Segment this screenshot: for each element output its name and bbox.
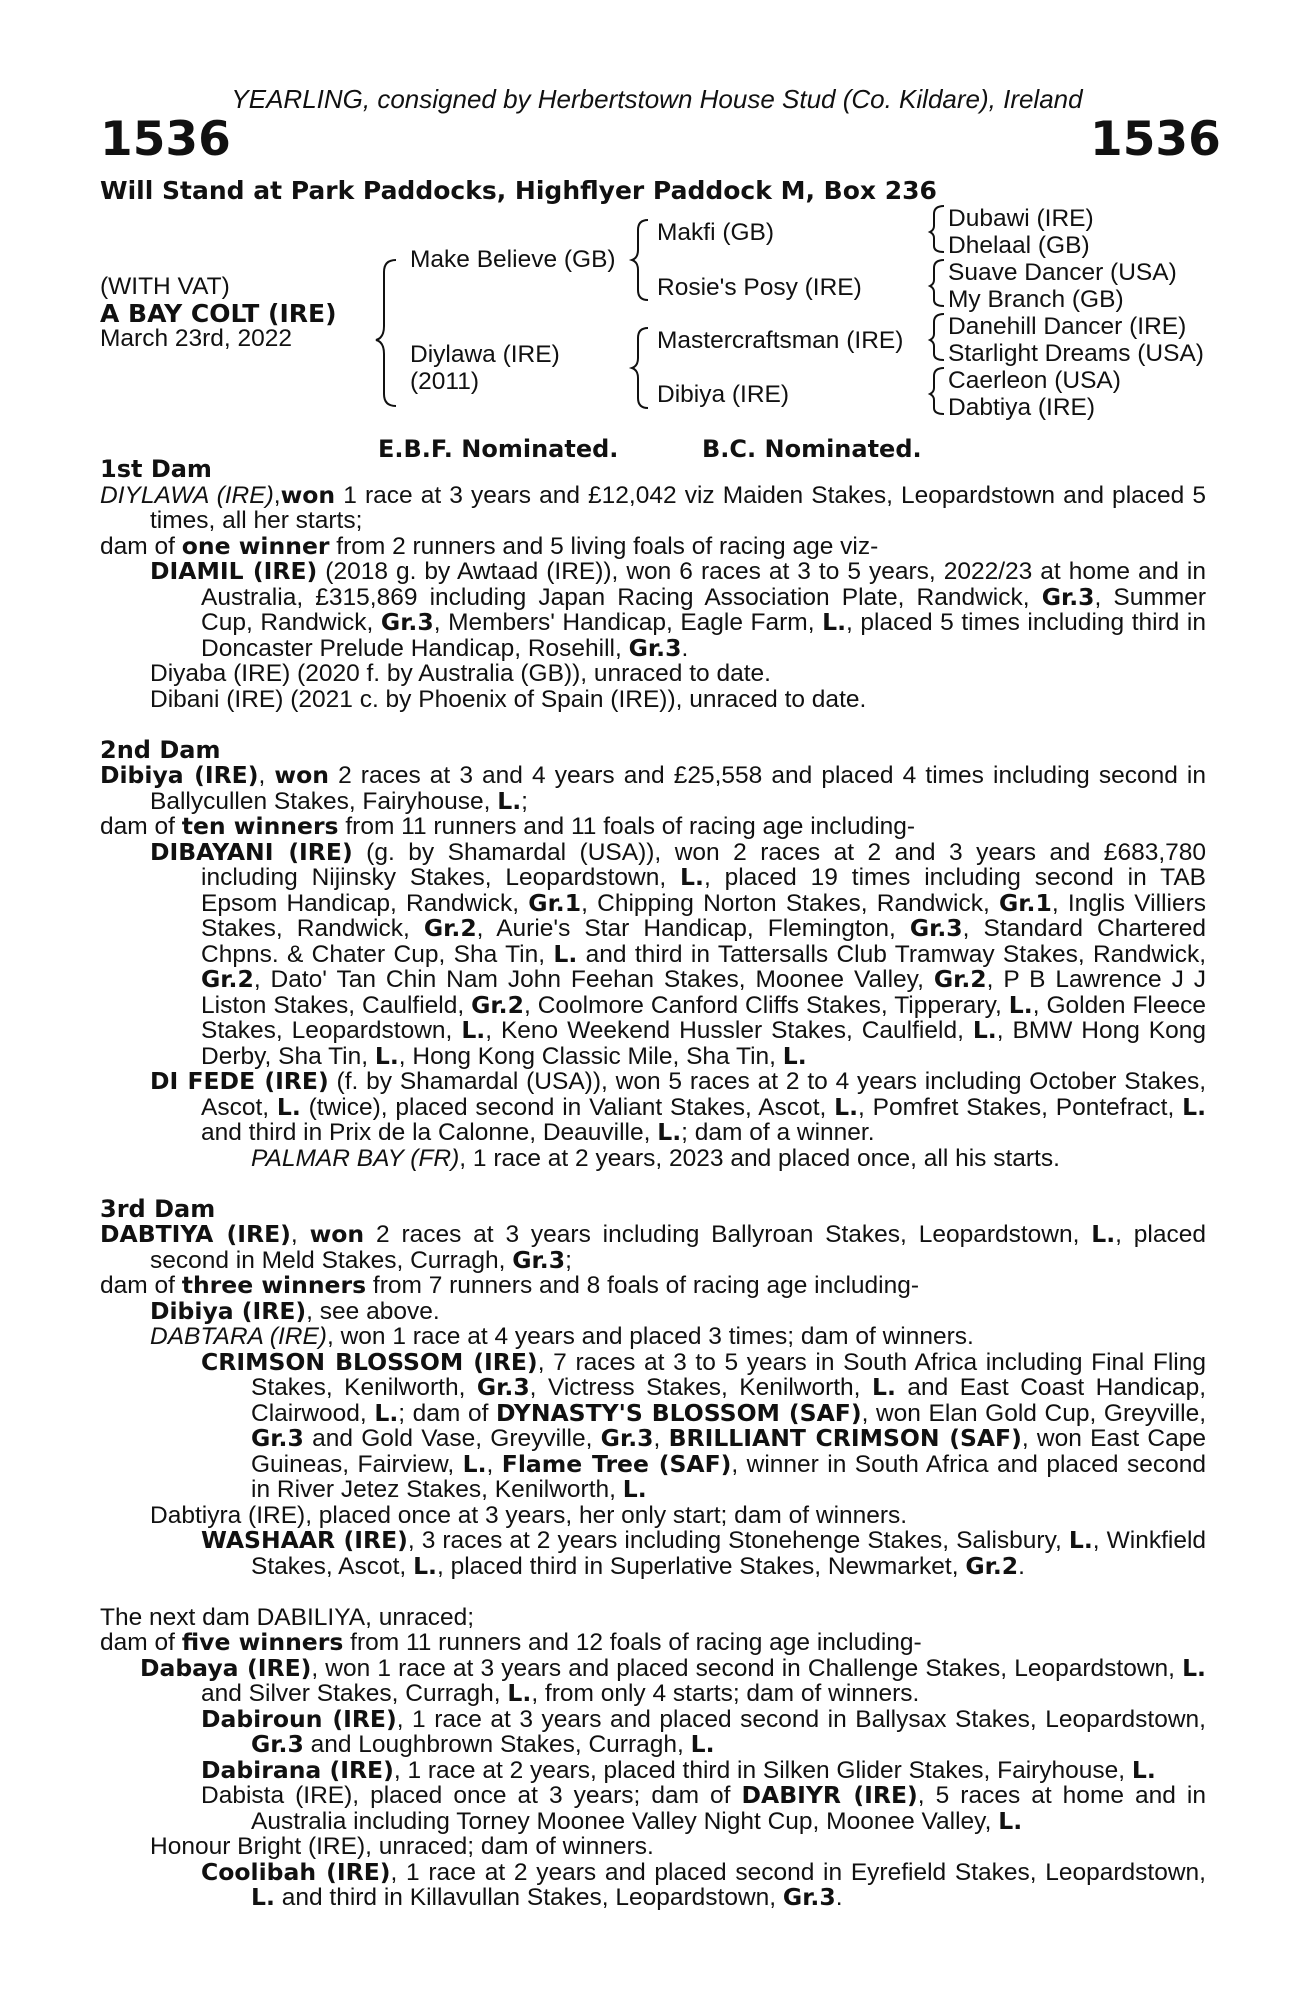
pedigree-sss: Dubawi (IRE) [948, 205, 1094, 232]
text-run: , Members' Handicap, Eagle Farm, [433, 609, 823, 636]
bold-text: L. [1008, 990, 1033, 1019]
text-run: dam of [100, 1272, 182, 1299]
italic-text: DIYLAWA (IRE) [100, 481, 274, 509]
text-run: from 11 runners and 12 foals of racing age including- [343, 1629, 922, 1656]
bold-text: L. [1091, 1220, 1116, 1248]
text-run: and third in Killavullan Stakes, Leopardstown, [274, 1884, 783, 1911]
entry-paragraph [100, 1605, 1206, 1631]
bold-text: one winner [181, 531, 330, 560]
text-run: 1 race at 3 years and £12,042 viz Maiden Stakes, Leopardstown and placed 5 times, all her starts; [150, 481, 1206, 534]
entry-paragraph [100, 1503, 1206, 1529]
pedigree-sire: Make Believe (GB) [410, 246, 616, 273]
lot-number-right: 1536 [1090, 112, 1221, 167]
text-run: ; dam of [398, 1399, 496, 1427]
text-run: and Silver Stakes, Curragh, [201, 1680, 508, 1707]
bold-text: L. [461, 1016, 486, 1044]
bold-text: L. [834, 1092, 859, 1121]
bold-text: Gr.2 [471, 990, 524, 1019]
text-run: . [835, 1884, 843, 1911]
text-run: , won 1 race at 4 years and placed 3 times; dam of winners. [326, 1323, 974, 1350]
bold-text: L. [998, 1806, 1023, 1835]
main-brace [376, 260, 396, 406]
pedigree-sdd: My Branch (GB) [948, 286, 1124, 313]
text-run: , won East Cape Guineas, Fairview, [251, 1425, 1206, 1478]
text-run: , [258, 762, 275, 789]
text-run: (f. by Shamardal (USA)), won 5 races at 2 to 4 years including October Stakes, Ascot, [201, 1068, 1206, 1121]
bold-text: five winners [181, 1628, 344, 1656]
italic-text: PALMAR BAY (FR) [251, 1144, 460, 1172]
entry-paragraph [100, 837, 1207, 1070]
entry-paragraph [100, 1069, 1206, 1146]
text-run: (g. by Shamardal (USA)), won 2 races at 2 and 3 years and £683,780 including Nijinsky Stakes, Leopardstown, [201, 838, 1206, 891]
pedigree-ssd: Dhelaal (GB) [948, 232, 1090, 259]
bold-text: CRIMSON BLOSSOM (IRE) [201, 1347, 538, 1376]
bold-text: Gr.2 [933, 965, 987, 993]
pedigree-dds: Caerleon (USA) [948, 367, 1121, 394]
bold-text: L. [622, 1475, 647, 1503]
bold-text: Flame Tree (SAF) [501, 1449, 732, 1478]
entry-paragraph [100, 1347, 1206, 1503]
text-run: and third in Prix de la Calonne, Deauville, [201, 1119, 658, 1146]
text-run: , BMW Hong Kong Derby, Sha Tin, [201, 1017, 1207, 1070]
bold-text: L. [657, 1118, 682, 1146]
text-run: Diyaba (IRE) (2020 f. by Australia (GB)), unraced to date. [150, 660, 771, 687]
bold-text: L. [507, 1679, 532, 1707]
text-run: . [681, 634, 689, 662]
bold-text: L. [690, 1730, 715, 1758]
text-run: , Chipping Norton Stakes, Randwick, [581, 889, 1000, 917]
text-run: , placed second in Meld Stakes, Curragh, [150, 1221, 1206, 1274]
text-run: dam of [100, 532, 182, 560]
text-run: , Victress Stakes, Kenilworth, [529, 1374, 872, 1401]
text-run: , Aurie's Star Handicap, Flemington, [476, 915, 910, 942]
pedigree-dam: Diylawa (IRE) [410, 341, 560, 368]
pedigree-sire-sire: Makfi (GB) [657, 219, 775, 246]
text-run: and Gold Vase, Greyville, [303, 1425, 601, 1452]
entry-paragraph [100, 1704, 1206, 1758]
bold-text: Gr.2 [423, 914, 477, 942]
entry-paragraph [100, 1783, 1206, 1834]
bold-text: DIAMIL (IRE) [150, 557, 318, 585]
text-run: 2 races at 3 years including Ballyroan Stakes, Leopardstown, [364, 1221, 1092, 1248]
bold-text: DABIYR (IRE) [741, 1781, 918, 1809]
bold-text: L. [680, 863, 704, 891]
text-run: Honour Bright (IRE), unraced; dam of winners. [150, 1833, 654, 1860]
text-run: , Coolmore Canford Cliffs Stakes, Tipperary, [523, 991, 1009, 1019]
pedigree-sire-dam: Rosie's Posy (IRE) [657, 274, 862, 301]
bold-text: Gr.3 [782, 1883, 836, 1911]
text-run: , P B Lawrence J J Liston Stakes, Caulfield, [201, 966, 1207, 1019]
bold-text: L. [462, 1449, 487, 1478]
bold-text: L. [374, 1041, 399, 1070]
text-run: , placed 5 times including third in Doncaster Prelude Handicap, Rosehill, [201, 609, 1206, 662]
text-run: , won Elan Gold Cup, Greyville, [861, 1399, 1206, 1427]
pedigree-dsd: Starlight Dreams (USA) [948, 340, 1204, 367]
bold-text: BRILLIANT CRIMSON (SAF) [668, 1424, 1022, 1452]
entry-paragraph [100, 1296, 1206, 1325]
pedigree-ddd: Dabtiya (IRE) [948, 394, 1096, 421]
text-run: , 1 race at 2 years, placed third in Silken Glider Stakes, Fairyhouse, [393, 1756, 1132, 1784]
text-run: dam of [100, 813, 182, 840]
dam-brace [632, 328, 648, 408]
text-run: ; dam of a winner. [681, 1119, 875, 1146]
pedigree-dam-sire: Mastercraftsman (IRE) [657, 327, 904, 354]
text-run: , 7 races at 3 to 5 years in South Africa including Final Fling Stakes, Kenilworth, [251, 1348, 1206, 1401]
text-run: , 5 races at home and in Australia including Torney Moonee Valley Night Cup, Moonee Valley, [251, 1782, 1206, 1835]
bold-text: DI FEDE (IRE) [150, 1067, 329, 1095]
text-run: , 1 race at 3 years and placed second in Ballysax Stakes, Leopardstown, [396, 1705, 1206, 1733]
entry-paragraph [100, 1146, 1206, 1172]
entry-paragraph [100, 559, 1206, 661]
brace-sss [930, 206, 944, 252]
text-run: dam of [100, 1629, 182, 1656]
text-run: , winner in South Africa and placed second in River Jetez Stakes, Kenilworth, [251, 1450, 1206, 1503]
text-run: , Golden Fleece Stakes, Leopardstown, [201, 991, 1206, 1044]
bold-text: Gr.2 [965, 1551, 1019, 1580]
bold-text: Gr.3 [476, 1373, 530, 1401]
bold-text: DIBAYANI (IRE) [150, 837, 353, 866]
text-run: , [290, 1221, 310, 1248]
pedigree-dam-year: (2011) [410, 368, 480, 395]
entry-paragraph [100, 1834, 1206, 1860]
text-run: ; [565, 1246, 572, 1274]
sire-brace [632, 220, 648, 300]
bold-text: Gr.3 [251, 1424, 304, 1452]
text-run: , [486, 1450, 502, 1478]
bold-text: L. [1068, 1526, 1093, 1554]
entry-paragraph [100, 814, 1206, 840]
bold-text: Gr.3 [1041, 582, 1095, 611]
bold-text: Gr.3 [512, 1245, 566, 1274]
catalogue-body [100, 457, 1206, 1911]
bold-text: L. [413, 1551, 437, 1580]
entry-paragraph [100, 687, 1206, 713]
bold-text: won [309, 1220, 365, 1248]
bold-text: L. [1182, 1653, 1206, 1682]
text-run: , 1 race at 2 years and placed second in Eyrefield Stakes, Leopardstown, [390, 1858, 1206, 1886]
entry-paragraph [100, 1222, 1206, 1273]
pedigree-sds: Suave Dancer (USA) [948, 259, 1177, 286]
bold-text: won [280, 480, 336, 509]
bold-text: Gr.1 [999, 888, 1052, 917]
text-run: , Hong Kong Classic Mile, Sha Tin, [398, 1042, 783, 1070]
entry-paragraph [100, 1324, 1206, 1350]
text-run: , Standard Chartered Chpns. & Chater Cup, Sha Tin, [201, 915, 1206, 968]
bold-text: won [274, 761, 329, 789]
horse-name: A BAY COLT (IRE) [100, 299, 337, 328]
section-title: 2nd Dam [100, 735, 221, 764]
lot-number-left: 1536 [100, 112, 231, 167]
text-run: , placed 19 times including second in TAB Epsom Handicap, Randwick, [201, 864, 1206, 917]
text-run: , from only 4 starts; dam of winners. [531, 1680, 920, 1707]
bold-text: Gr.3 [600, 1424, 654, 1452]
bold-text: L. [822, 608, 846, 636]
text-run: , see above. [306, 1297, 440, 1325]
text-run: Dibani (IRE) (2021 c. by Phoenix of Spain (IRE)), unraced to date. [150, 685, 867, 713]
section-title: 3rd Dam [100, 1194, 216, 1223]
pedigree-dam-dam: Dibiya (IRE) [657, 381, 790, 408]
bold-text: DYNASTY'S BLOSSOM (SAF) [496, 1398, 862, 1427]
ebf-nomination: E.B.F. Nominated. [378, 435, 619, 463]
bold-text: L. [972, 1016, 997, 1044]
brace-dss [930, 314, 944, 360]
bold-text: Gr.3 [628, 633, 682, 662]
entry-paragraph [100, 763, 1206, 814]
entry-paragraph [100, 1528, 1206, 1579]
section-gap [100, 712, 1206, 738]
text-run: The next dam DABILIYA, unraced; [100, 1603, 475, 1631]
text-run: and third in Tattersalls Club Tramway Stakes, Randwick, [577, 940, 1206, 968]
bold-text: Dibiya (IRE) [150, 1296, 307, 1325]
bold-text: Coolibah (IRE) [201, 1857, 391, 1886]
bold-text: Dabaya (IRE) [140, 1653, 312, 1682]
text-run: from 11 runners and 11 foals of racing age including- [338, 813, 916, 840]
text-run: , Inglis Villiers Stakes, Randwick, [201, 889, 1206, 942]
bold-text: three winners [181, 1271, 367, 1299]
stand-location: Will Stand at Park Paddocks, Highflyer Paddock M, Box 236 [100, 176, 937, 205]
bold-text: Gr.3 [251, 1730, 304, 1758]
text-run: from 2 runners and 5 living foals of racing age viz- [329, 532, 879, 560]
bold-text: ten winners [181, 812, 339, 840]
bold-text: WASHAAR (IRE) [201, 1526, 408, 1554]
entry-paragraph [100, 1630, 1206, 1656]
bold-text: L. [497, 786, 522, 815]
brace-sds [930, 260, 944, 306]
text-run: , Keno Weekend Hussler Stakes, Caulfield, [485, 1017, 973, 1044]
text-run: , Summer Cup, Randwick, [201, 583, 1207, 636]
text-run: , Winkfield Stakes, Ascot, [251, 1527, 1207, 1580]
bold-text: Dabirana (IRE) [201, 1755, 394, 1784]
bc-nomination: B.C. Nominated. [702, 435, 922, 463]
text-run: , [273, 481, 281, 509]
section-gap [100, 1171, 1206, 1197]
entry-paragraph [100, 531, 1206, 560]
text-run: Dabtiyra (IRE), placed once at 3 years, her only start; dam of winners. [150, 1501, 908, 1529]
bold-text: L. [553, 939, 578, 968]
bold-text: L. [276, 1092, 301, 1121]
bold-text: Dibiya (IRE) [100, 761, 259, 789]
text-run: . [1018, 1552, 1025, 1580]
text-run: and Loughbrown Stakes, Curragh, [303, 1731, 691, 1758]
brace-dds [930, 368, 944, 414]
vat-note: (WITH VAT) [100, 273, 230, 300]
foaling-date: March 23rd, 2022 [100, 325, 293, 352]
bold-text: Gr.3 [909, 914, 963, 942]
entry-paragraph [100, 661, 1206, 687]
text-run: , won 1 race at 3 years and placed second in Challenge Stakes, Leopardstown, [311, 1654, 1183, 1682]
text-run: , Dato' Tan Chin Nam John Feehan Stakes, Moonee Valley, [253, 966, 934, 993]
text-run: (2018 g. by Awtaad (IRE)), won 6 races at 3 to 5 years, 2022/23 at home and in Australia, £315,869 including Japan Racing Association Plate, Randwick, [201, 558, 1206, 611]
text-run: , 3 races at 2 years including Stonehenge Stakes, Salisbury, [407, 1527, 1069, 1554]
bold-text: Gr.2 [201, 965, 254, 993]
bold-text: Dabiroun (IRE) [201, 1704, 397, 1733]
text-run: and East Coast Handicap, Clairwood, [251, 1374, 1206, 1427]
bold-text: L. [251, 1883, 275, 1911]
italic-text: DABTARA (IRE) [150, 1323, 327, 1350]
bold-text: L. [1182, 1092, 1206, 1121]
text-run: , 1 race at 2 years, 2023 and placed once, all his starts. [459, 1144, 1060, 1172]
bold-text: L. [1131, 1755, 1156, 1784]
pedigree-dss: Danehill Dancer (IRE) [948, 313, 1187, 340]
bold-text: L. [374, 1398, 399, 1427]
text-run: from 7 runners and 8 foals of racing age including- [366, 1272, 920, 1299]
entry-paragraph [100, 1273, 1206, 1299]
consignment-header: YEARLING, consigned by Herbertstown House Stud (Co. Kildare), Ireland [231, 84, 1083, 114]
text-run: 2 races at 3 and 4 years and £25,558 and placed 4 times including second in Ballycullen Stakes, Fairyhouse, [150, 762, 1206, 815]
bold-text: DABTIYA (IRE) [100, 1220, 291, 1248]
text-run: ; [521, 787, 528, 815]
section-gap [100, 1579, 1206, 1605]
entry-paragraph [100, 1755, 1206, 1784]
text-run: , placed third in Superlative Stakes, Newmarket, [436, 1552, 966, 1580]
bold-text: Gr.1 [528, 888, 582, 917]
entry-paragraph [100, 1653, 1206, 1707]
text-run: , [653, 1425, 669, 1452]
bold-text: L. [782, 1041, 807, 1070]
text-run: , Pomfret Stakes, Pontefract, [858, 1093, 1183, 1121]
entry-paragraph [100, 1857, 1206, 1911]
bold-text: L. [871, 1373, 896, 1401]
text-run: Dabista (IRE), placed once at 3 years; dam of [201, 1782, 742, 1809]
section-title: 1st Dam [100, 455, 212, 483]
entry-paragraph [100, 480, 1206, 534]
bold-text: Gr.3 [380, 608, 434, 636]
text-run: (twice), placed second in Valiant Stakes, Ascot, [300, 1093, 835, 1121]
